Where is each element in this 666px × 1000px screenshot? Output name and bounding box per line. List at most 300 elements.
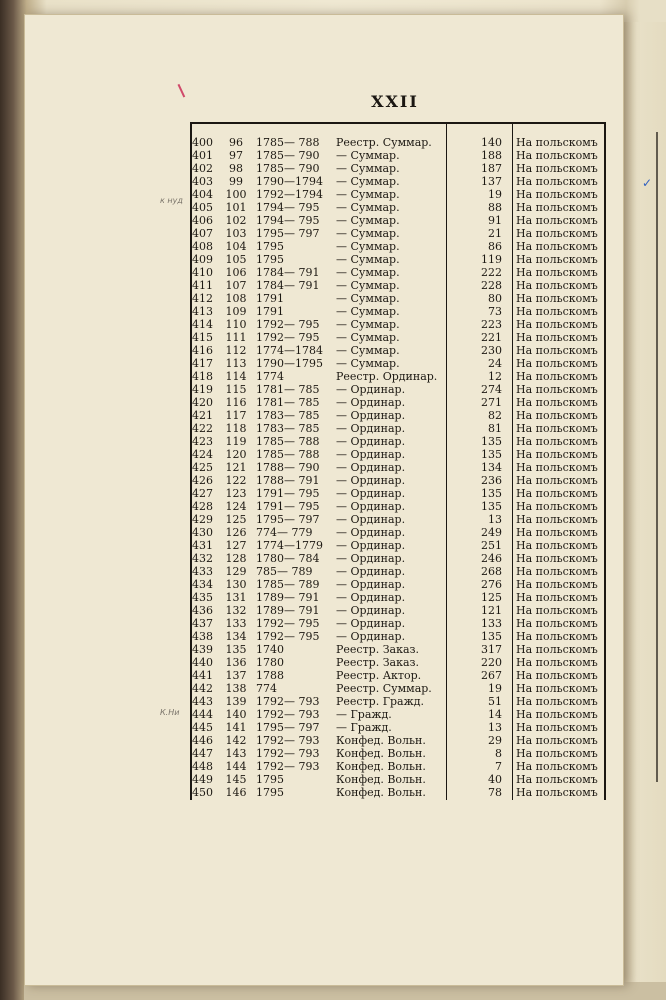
row-index: 130 — [225, 578, 247, 591]
row-register-kind: — Суммар. — [336, 331, 400, 344]
row-years: 1792—1794 — [256, 188, 323, 201]
row-number: 414 — [192, 318, 213, 331]
row-number: 401 — [192, 149, 213, 162]
row-number: 429 — [192, 513, 213, 526]
table-row — [190, 188, 606, 201]
row-language: На польскомъ — [516, 305, 598, 318]
row-number: 426 — [192, 474, 213, 487]
row-index: 142 — [225, 734, 247, 747]
row-number: 422 — [192, 422, 213, 435]
row-years: 774 — [256, 682, 277, 695]
row-language: На польскомъ — [516, 487, 598, 500]
row-register-kind: — Суммар. — [336, 227, 400, 240]
table-row — [190, 630, 606, 643]
row-register-kind: Реестр. Заказ. — [336, 643, 420, 656]
row-index: 120 — [225, 448, 247, 461]
row-count: 251 — [481, 539, 502, 552]
table-row — [190, 253, 606, 266]
row-language: На польскомъ — [516, 409, 598, 422]
table-row — [190, 383, 606, 396]
row-number: 403 — [192, 175, 213, 188]
row-years: 1740 — [256, 643, 284, 656]
table-row — [190, 214, 606, 227]
row-register-kind: — Суммар. — [336, 149, 400, 162]
row-register-kind: — Ординар. — [336, 604, 406, 617]
row-count: 276 — [481, 578, 502, 591]
row-years: 1784— 791 — [256, 266, 320, 279]
row-language: На польскомъ — [516, 552, 598, 565]
row-years: 1785— 788 — [256, 448, 320, 461]
table-row — [190, 240, 606, 253]
row-index: 131 — [225, 591, 247, 604]
row-years: 1780— 784 — [256, 552, 320, 565]
row-register-kind: — Ординар. — [336, 513, 406, 526]
table-row — [190, 643, 606, 656]
row-count: 140 — [481, 136, 502, 149]
table-row — [190, 448, 606, 461]
row-language: На польскомъ — [516, 383, 598, 396]
row-count: 137 — [481, 175, 502, 188]
row-register-kind: — Ординар. — [336, 552, 406, 565]
row-number: 447 — [192, 747, 213, 760]
row-years: 1783— 785 — [256, 422, 320, 435]
row-register-kind: — Суммар. — [336, 201, 400, 214]
row-years: 1794— 795 — [256, 201, 320, 214]
row-count: 274 — [481, 383, 502, 396]
row-language: На польскомъ — [516, 149, 598, 162]
row-language: На польскомъ — [516, 266, 598, 279]
row-years: 1774—1779 — [256, 539, 323, 552]
row-number: 416 — [192, 344, 213, 357]
row-language: На польскомъ — [516, 643, 598, 656]
row-language: На польскомъ — [516, 539, 598, 552]
row-number: 406 — [192, 214, 213, 227]
row-index: 119 — [225, 435, 247, 448]
row-years: 774— 779 — [256, 526, 313, 539]
row-count: 13 — [488, 721, 502, 734]
row-index: 145 — [225, 773, 247, 786]
row-years: 1785— 788 — [256, 435, 320, 448]
row-register-kind: — Ординар. — [336, 422, 406, 435]
table-row — [190, 721, 606, 734]
row-number: 404 — [192, 188, 213, 201]
row-register-kind: Реестр. Актор. — [336, 669, 422, 682]
table-row — [190, 734, 606, 747]
row-register-kind: — Суммар. — [336, 214, 400, 227]
row-number: 434 — [192, 578, 213, 591]
row-years: 1792— 793 — [256, 747, 320, 760]
table-row — [190, 435, 606, 448]
row-number: 437 — [192, 617, 213, 630]
table-row — [190, 747, 606, 760]
row-register-kind: — Ординар. — [336, 435, 406, 448]
row-years: 1789— 791 — [256, 604, 320, 617]
register-table — [190, 122, 606, 800]
row-register-kind: — Суммар. — [336, 279, 400, 292]
row-count: 271 — [481, 396, 502, 409]
table-row — [190, 669, 606, 682]
row-register-kind: Конфед. Вольн. — [336, 773, 426, 786]
row-index: 96 — [229, 136, 243, 149]
row-register-kind: — Ординар. — [336, 461, 406, 474]
table-row — [190, 175, 606, 188]
row-register-kind: — Суммар. — [336, 357, 400, 370]
row-register-kind: — Ординар. — [336, 617, 406, 630]
row-count: 221 — [481, 331, 502, 344]
table-row — [190, 149, 606, 162]
row-number: 450 — [192, 786, 213, 799]
row-register-kind: — Гражд. — [336, 708, 392, 721]
table-row — [190, 461, 606, 474]
row-register-kind: — Ординар. — [336, 409, 406, 422]
table-row — [190, 318, 606, 331]
row-index: 111 — [225, 331, 247, 344]
row-years: 1795 — [256, 786, 284, 799]
row-register-kind: — Суммар. — [336, 266, 400, 279]
row-count: 13 — [488, 513, 502, 526]
blue-check-mark: ✓ — [642, 176, 653, 190]
row-count: 82 — [488, 409, 502, 422]
row-register-kind: — Суммар. — [336, 175, 400, 188]
row-count: 8 — [495, 747, 502, 760]
row-register-kind: — Ординар. — [336, 448, 406, 461]
row-count: 88 — [488, 201, 502, 214]
row-count: 51 — [488, 695, 502, 708]
table-row — [190, 513, 606, 526]
row-number: 418 — [192, 370, 213, 383]
row-language: На польскомъ — [516, 292, 598, 305]
table-row — [190, 773, 606, 786]
table-row — [190, 500, 606, 513]
table-row — [190, 578, 606, 591]
row-count: 135 — [481, 448, 502, 461]
row-years: 1795— 797 — [256, 721, 320, 734]
row-index: 139 — [225, 695, 247, 708]
row-years: 785— 789 — [256, 565, 313, 578]
row-register-kind: — Суммар. — [336, 344, 400, 357]
row-language: На польскомъ — [516, 721, 598, 734]
row-count: 125 — [481, 591, 502, 604]
row-index: 113 — [225, 357, 247, 370]
row-register-kind: — Ординар. — [336, 396, 406, 409]
row-register-kind: Конфед. Вольн. — [336, 734, 426, 747]
row-number: 443 — [192, 695, 213, 708]
row-number: 436 — [192, 604, 213, 617]
row-register-kind: Реестр. Гражд. — [336, 695, 424, 708]
row-count: 317 — [481, 643, 502, 656]
table-row — [190, 487, 606, 500]
row-years: 1781— 785 — [256, 383, 320, 396]
row-count: 236 — [481, 474, 502, 487]
row-number: 441 — [192, 669, 213, 682]
row-count: 121 — [481, 604, 502, 617]
row-years: 1785— 788 — [256, 136, 320, 149]
table-row — [190, 422, 606, 435]
table-row — [190, 695, 606, 708]
table-row — [190, 526, 606, 539]
row-index: 97 — [229, 149, 243, 162]
row-number: 449 — [192, 773, 213, 786]
row-register-kind: Реестр. Ординар. — [336, 370, 438, 383]
row-years: 1788— 791 — [256, 474, 320, 487]
row-language: На польскомъ — [516, 396, 598, 409]
row-number: 415 — [192, 331, 213, 344]
row-number: 423 — [192, 435, 213, 448]
row-index: 101 — [225, 201, 247, 214]
row-index: 125 — [225, 513, 247, 526]
table-row — [190, 344, 606, 357]
row-register-kind: — Суммар. — [336, 305, 400, 318]
table-row — [190, 305, 606, 318]
row-number: 428 — [192, 500, 213, 513]
row-years: 1795 — [256, 240, 284, 253]
row-count: 135 — [481, 487, 502, 500]
row-index: 141 — [225, 721, 247, 734]
row-language: На польскомъ — [516, 708, 598, 721]
row-years: 1788 — [256, 669, 284, 682]
row-register-kind: Конфед. Вольн. — [336, 786, 426, 799]
row-count: 133 — [481, 617, 502, 630]
row-count: 135 — [481, 435, 502, 448]
row-language: На польскомъ — [516, 630, 598, 643]
row-years: 1774 — [256, 370, 284, 383]
row-years: 1791— 795 — [256, 500, 320, 513]
row-number: 425 — [192, 461, 213, 474]
row-register-kind: — Суммар. — [336, 240, 400, 253]
row-number: 432 — [192, 552, 213, 565]
row-count: 187 — [481, 162, 502, 175]
row-language: На польскомъ — [516, 253, 598, 266]
row-count: 188 — [481, 149, 502, 162]
row-years: 1791— 795 — [256, 487, 320, 500]
row-count: 134 — [481, 461, 502, 474]
row-number: 444 — [192, 708, 213, 721]
table-row — [190, 708, 606, 721]
table-row — [190, 565, 606, 578]
table-row — [190, 474, 606, 487]
table-row — [190, 357, 606, 370]
row-index: 110 — [225, 318, 247, 331]
row-index: 143 — [225, 747, 247, 760]
table-row — [190, 136, 606, 149]
row-number: 410 — [192, 266, 213, 279]
row-language: На польскомъ — [516, 461, 598, 474]
row-language: На польскомъ — [516, 786, 598, 799]
row-index: 135 — [225, 643, 247, 656]
row-index: 128 — [225, 552, 247, 565]
row-number: 440 — [192, 656, 213, 669]
row-number: 419 — [192, 383, 213, 396]
row-number: 433 — [192, 565, 213, 578]
row-index: 98 — [229, 162, 243, 175]
row-language: На польскомъ — [516, 669, 598, 682]
row-count: 21 — [488, 227, 502, 240]
facing-page-edge — [624, 22, 666, 982]
row-count: 12 — [488, 370, 502, 383]
row-index: 122 — [225, 474, 247, 487]
row-years: 1792— 793 — [256, 734, 320, 747]
row-language: На польскомъ — [516, 344, 598, 357]
row-count: 19 — [488, 682, 502, 695]
row-index: 126 — [225, 526, 247, 539]
row-language: На польскомъ — [516, 500, 598, 513]
row-number: 417 — [192, 357, 213, 370]
row-count: 80 — [488, 292, 502, 305]
row-number: 424 — [192, 448, 213, 461]
row-count: 135 — [481, 500, 502, 513]
row-index: 103 — [225, 227, 247, 240]
row-index: 136 — [225, 656, 247, 669]
row-language: На польскомъ — [516, 617, 598, 630]
row-register-kind: — Ординар. — [336, 630, 406, 643]
table-row — [190, 292, 606, 305]
row-years: 1785— 789 — [256, 578, 320, 591]
row-language: На польскомъ — [516, 526, 598, 539]
row-index: 105 — [225, 253, 247, 266]
row-register-kind: — Ординар. — [336, 591, 406, 604]
row-years: 1792— 793 — [256, 760, 320, 773]
row-register-kind: — Суммар. — [336, 253, 400, 266]
row-language: На польскомъ — [516, 604, 598, 617]
row-number: 421 — [192, 409, 213, 422]
row-years: 1790—1795 — [256, 357, 323, 370]
row-count: 249 — [481, 526, 502, 539]
row-index: 108 — [225, 292, 247, 305]
margin-pencil-note: К.Ни — [160, 708, 180, 717]
row-index: 133 — [225, 617, 247, 630]
page-number: XXII — [371, 92, 419, 111]
row-count: 73 — [488, 305, 502, 318]
row-register-kind: — Суммар. — [336, 188, 400, 201]
row-years: 1781— 785 — [256, 396, 320, 409]
row-language: На польскомъ — [516, 578, 598, 591]
row-count: 119 — [481, 253, 502, 266]
row-index: 116 — [225, 396, 247, 409]
row-index: 127 — [225, 539, 247, 552]
row-index: 102 — [225, 214, 247, 227]
row-count: 14 — [488, 708, 502, 721]
row-index: 100 — [225, 188, 247, 201]
row-language: На польскомъ — [516, 656, 598, 669]
row-language: На польскомъ — [516, 435, 598, 448]
row-index: 134 — [225, 630, 247, 643]
row-index: 115 — [225, 383, 247, 396]
table-row — [190, 760, 606, 773]
row-count: 230 — [481, 344, 502, 357]
row-years: 1791 — [256, 292, 284, 305]
row-years: 1785— 790 — [256, 149, 320, 162]
row-register-kind: — Суммар. — [336, 292, 400, 305]
row-language: На польскомъ — [516, 370, 598, 383]
table-row — [190, 682, 606, 695]
row-count: 7 — [495, 760, 502, 773]
row-years: 1790—1794 — [256, 175, 323, 188]
row-years: 1795— 797 — [256, 513, 320, 526]
table-row — [190, 591, 606, 604]
row-years: 1795 — [256, 253, 284, 266]
row-language: На польскомъ — [516, 331, 598, 344]
row-register-kind: — Ординар. — [336, 487, 406, 500]
row-number: 427 — [192, 487, 213, 500]
row-years: 1789— 791 — [256, 591, 320, 604]
row-number: 402 — [192, 162, 213, 175]
row-register-kind: Реестр. Суммар. — [336, 682, 432, 695]
row-register-kind: — Ординар. — [336, 539, 406, 552]
row-count: 220 — [481, 656, 502, 669]
row-register-kind: Конфед. Вольн. — [336, 747, 426, 760]
row-language: На польскомъ — [516, 565, 598, 578]
row-language: На польскомъ — [516, 136, 598, 149]
row-years: 1788— 790 — [256, 461, 320, 474]
table-row — [190, 656, 606, 669]
row-register-kind: — Ординар. — [336, 578, 406, 591]
row-number: 413 — [192, 305, 213, 318]
row-number: 445 — [192, 721, 213, 734]
row-count: 246 — [481, 552, 502, 565]
row-count: 78 — [488, 786, 502, 799]
row-register-kind: — Гражд. — [336, 721, 392, 734]
row-index: 129 — [225, 565, 247, 578]
table-row — [190, 604, 606, 617]
row-register-kind: — Суммар. — [336, 318, 400, 331]
row-number: 409 — [192, 253, 213, 266]
row-register-kind: Реестр. Суммар. — [336, 136, 432, 149]
row-number: 412 — [192, 292, 213, 305]
row-number: 400 — [192, 136, 213, 149]
row-language: На польскомъ — [516, 279, 598, 292]
row-language: На польскомъ — [516, 734, 598, 747]
row-number: 407 — [192, 227, 213, 240]
row-index: 99 — [229, 175, 243, 188]
row-years: 1784— 791 — [256, 279, 320, 292]
row-count: 81 — [488, 422, 502, 435]
row-number: 430 — [192, 526, 213, 539]
row-index: 132 — [225, 604, 247, 617]
row-count: 29 — [488, 734, 502, 747]
row-years: 1791 — [256, 305, 284, 318]
facing-page-table-rule — [656, 132, 658, 782]
row-number: 435 — [192, 591, 213, 604]
row-index: 112 — [225, 344, 247, 357]
margin-pencil-note: к нуд — [160, 196, 183, 205]
row-index: 146 — [225, 786, 247, 799]
row-register-kind: — Ординар. — [336, 526, 406, 539]
row-index: 114 — [225, 370, 247, 383]
row-register-kind: — Ординар. — [336, 500, 406, 513]
row-language: На польскомъ — [516, 422, 598, 435]
table-row — [190, 331, 606, 344]
row-number: 446 — [192, 734, 213, 747]
row-register-kind: Конфед. Вольн. — [336, 760, 426, 773]
row-language: На польскомъ — [516, 240, 598, 253]
row-index: 124 — [225, 500, 247, 513]
row-number: 442 — [192, 682, 213, 695]
table-row — [190, 279, 606, 292]
table-row — [190, 396, 606, 409]
row-years: 1780 — [256, 656, 284, 669]
row-language: На польскомъ — [516, 448, 598, 461]
row-years: 1795 — [256, 773, 284, 786]
row-count: 228 — [481, 279, 502, 292]
row-years: 1783— 785 — [256, 409, 320, 422]
row-years: 1794— 795 — [256, 214, 320, 227]
row-index: 121 — [225, 461, 247, 474]
row-index: 117 — [225, 409, 247, 422]
table-row — [190, 266, 606, 279]
row-language: На польскомъ — [516, 214, 598, 227]
row-language: На польскомъ — [516, 175, 598, 188]
row-language: На польскомъ — [516, 318, 598, 331]
